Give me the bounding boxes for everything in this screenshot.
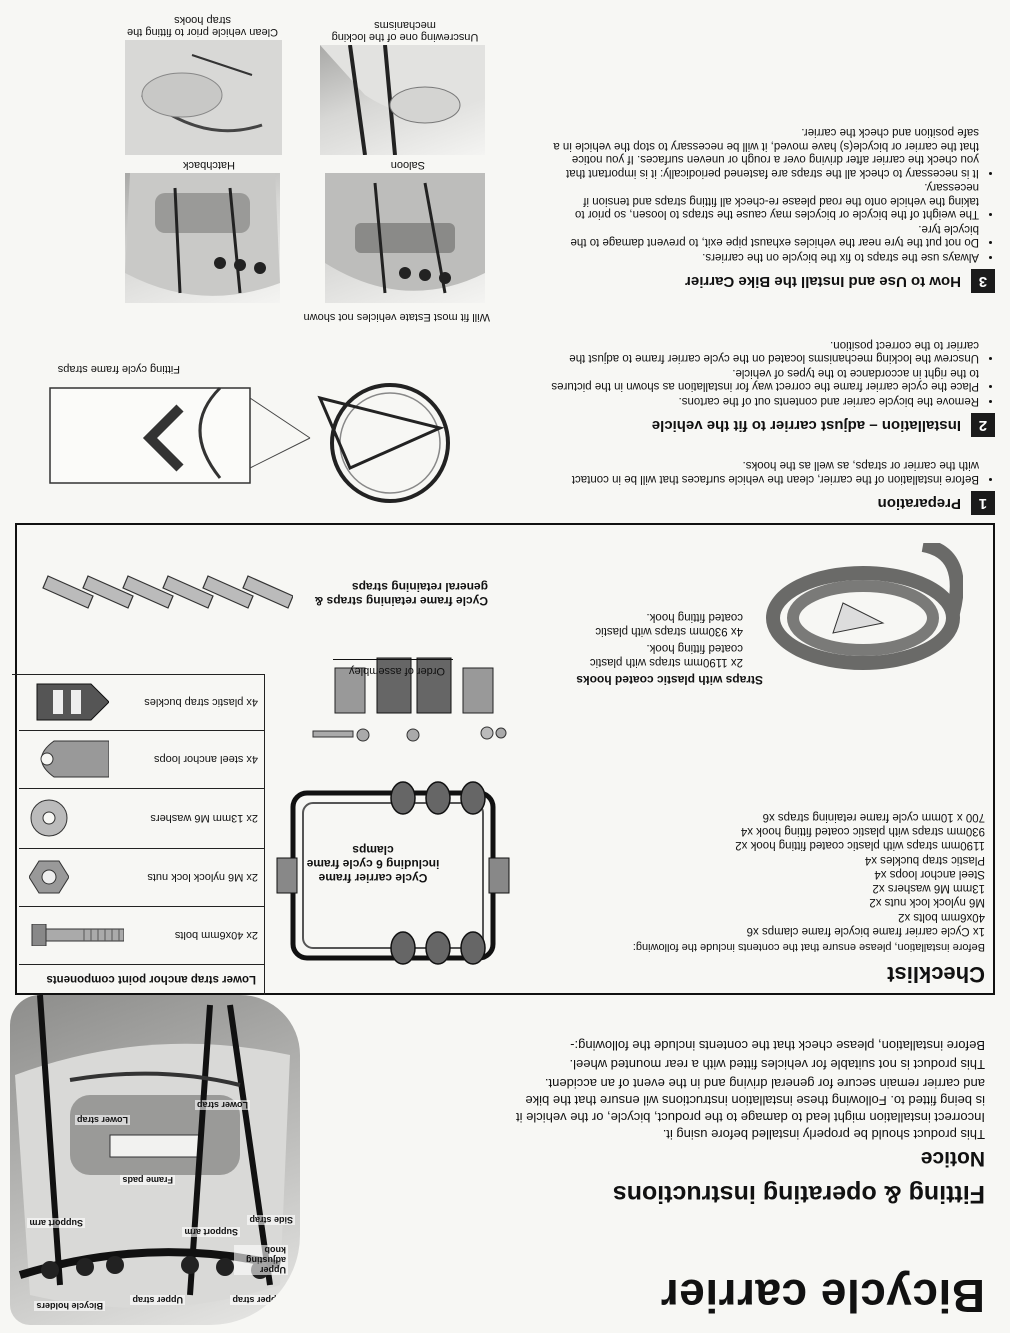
assembly-illustration xyxy=(303,633,513,743)
bullet-item: • The weight of the bicycle or bicycles may cause the straps to loosen, so prior to taking the vehicle onto the road please re-check all fitting straps and tension if necessary. xyxy=(550,180,979,221)
hand-unscrewing-illustration xyxy=(320,45,485,155)
checklist-item: 40x6mm bolts x2 xyxy=(898,910,985,923)
bullet-item: • It is necessary to check all the straps are fastened periodically: it is important that you check the carrier after driving over a rough or uneven surfaces. If you notice that the carrier or bicycle(s) have moved, it will be necessary to stop the vehicle in a safe position and check the carrier. xyxy=(550,125,979,179)
assembly-caption: Order of assembley xyxy=(349,665,445,677)
retaining-caption: Cycle frame retaining straps & general retaining straps xyxy=(314,580,488,608)
straps-text-930: 4x 930mm straps with plastic coated fitting hook. xyxy=(595,611,743,637)
label-bicycle-holders: Bicycle holders xyxy=(36,1301,103,1311)
checklist-item: 930mm straps with plastic coated fitting hook x4 xyxy=(740,824,985,837)
caption-saloon: Saloon xyxy=(390,159,425,171)
retaining-straps-illustration xyxy=(33,538,293,618)
buckle-icon xyxy=(29,681,109,725)
checklist-item: M6 nylock lock nuts x2 xyxy=(869,896,985,909)
section-3-bullets xyxy=(550,124,995,263)
label-lower-strap-right: Lower strap xyxy=(196,1100,248,1110)
notice-paragraph: This product is not suitable for vehicles fitted with a rear mounted wheel. xyxy=(569,1057,985,1072)
bullet-item: • Remove the bicycle carrier and contents out of the cartons. xyxy=(550,394,979,408)
caption-estate-note: Will fit most Estate vehicles not shown xyxy=(303,311,490,323)
anchor-row-label: 2x 40x6mm bolts xyxy=(174,929,258,942)
caption-fitting-frame-straps: Fitting cycle frame straps xyxy=(57,363,180,375)
label-upper-strap-left: Upper strap xyxy=(232,1295,283,1305)
assembly-arrow xyxy=(333,659,453,660)
straps-heading: Straps with plastic coated hooks xyxy=(576,673,763,687)
anchor-components-heading: Lower strap anchor point components xyxy=(46,973,256,985)
hatchback-photo xyxy=(125,173,280,303)
caption-clean-vehicle: Clean vehicle prior to fitting the strap hooks xyxy=(126,14,279,38)
bullet-item: • Before installation of the carrier, clean the vehicle surfaces that will be in contact with the carrier or straps, as well as the hooks. xyxy=(555,458,979,485)
page-subtitle: Fitting & operating instructions xyxy=(612,1180,985,1208)
saloon-car-illustration xyxy=(325,173,485,303)
bullet-item: • Do not put the tyre near the vehicles exhaust pipe exit, to prevent damage to the bicycle tyre. xyxy=(550,222,979,249)
anchor-row-buckles xyxy=(19,675,264,731)
anchor-row-loops xyxy=(19,731,264,789)
unscrewing-photo xyxy=(320,45,485,155)
hand-cleaning-illustration xyxy=(125,40,282,155)
fitting-straps-figure xyxy=(40,358,480,508)
label-upper-strap-right: Upper strap xyxy=(132,1295,183,1305)
anchor-row-bolts xyxy=(19,907,264,965)
frame-caption: Cycle carrier frame including 6 cycle frame clamps xyxy=(306,843,440,885)
bolt-icon xyxy=(29,925,124,947)
section-title: Preparation xyxy=(877,495,961,513)
section-3-heading xyxy=(685,269,995,293)
notice-body xyxy=(505,1037,985,1143)
notice-paragraph: This product should be properly installed before using it. xyxy=(662,1127,985,1142)
checklist-item: Steel anchor loops x4 xyxy=(874,867,985,880)
notice-paragraph: Before installation, please check that the contents include the following:- xyxy=(570,1038,985,1053)
label-frame-pads: Frame pads xyxy=(122,1175,173,1185)
section-2-heading xyxy=(652,413,995,437)
checklist-item: 13mm M6 washers x2 xyxy=(872,882,985,895)
checklist-intro: Before installation, please ensure that the contents include the following: xyxy=(632,941,985,953)
checklist-item: 700 x 10mm cycle frame retaining straps x6 xyxy=(762,810,985,823)
coiled-strap-illustration xyxy=(763,543,963,693)
label-lower-strap-left: Lower strap xyxy=(76,1115,128,1125)
section-number: 2 xyxy=(971,413,995,437)
checklist-heading: Checklist xyxy=(887,962,985,987)
car-carrier-illustration xyxy=(10,995,300,1325)
caption-hatchback: Hatchback xyxy=(183,159,235,171)
anchor-row-label: 2x M6 nylock lock nuts xyxy=(147,871,258,884)
checklist-item: 1190mm straps with plastic coated fitting hook x2 xyxy=(735,839,985,852)
clean-vehicle-photo xyxy=(125,40,282,155)
notice-paragraph: Incorrect installation might lead to damage to the product, bicycle, or the vehicle it is being fitted to. Following these installation instructions wil ensure that the bike and carrier remain secure for general driving and in the event of an accident. xyxy=(516,1076,985,1125)
checklist-item: 1x Cycle carrier frame bicycle frame clamps x6 xyxy=(746,925,985,937)
section-title: How to Use and Install the Bike Carrier xyxy=(685,273,961,291)
contents-box xyxy=(15,523,995,995)
anchor-row-label: 2x 13mm M6 washers xyxy=(150,812,258,825)
label-side-strap: Side strap xyxy=(249,1215,293,1225)
anchor-components-table xyxy=(12,674,265,995)
section-number: 3 xyxy=(971,269,995,293)
hatchback-car-illustration xyxy=(125,173,280,303)
section-title: Installation – adjust carrier to fit the vehicle xyxy=(651,417,961,435)
label-upper-adjusting-knob: Upper adjusting knob xyxy=(234,1245,288,1275)
bullet-item: • Unscrew the locking mechanisms located on the cycle carrier frame to adjust the carrier to the correct position. xyxy=(550,338,979,365)
label-support-arm-left: Support arm xyxy=(29,1218,83,1228)
page-title: Bicycle carrier xyxy=(660,1270,985,1322)
section-number: 1 xyxy=(971,491,995,515)
caption-unscrewing: Unscrewing one of the locking mechanisms xyxy=(331,19,479,43)
notice-heading: Notice xyxy=(920,1147,985,1170)
anchor-row-label: 4x steel anchor loops xyxy=(154,753,258,766)
anchor-row-nuts xyxy=(19,849,264,907)
hero-car-photo xyxy=(10,995,300,1325)
nut-icon xyxy=(29,860,69,896)
checklist-items xyxy=(735,809,985,938)
straps-text-1190: 2x 1190mm straps with plastic coated fitting hook. xyxy=(589,642,743,668)
section-1-bullets xyxy=(555,457,995,485)
saloon-photo xyxy=(325,173,485,303)
bicycle-on-carrier-illustration xyxy=(40,358,480,508)
bullet-item: • Place the cycle carrier frame the correct way for installation as shown in the pictures to the right in accordance to the types of vehicle. xyxy=(550,366,979,393)
checklist-item: Plastic strap buckles x4 xyxy=(864,853,985,866)
label-support-arm-center: Support arm xyxy=(184,1227,238,1237)
bullet-item: • Always use the straps to fix the bicycle on the carriers. xyxy=(550,250,979,264)
section-1-heading xyxy=(878,491,995,515)
anchor-row-washers xyxy=(19,789,264,849)
washer-icon xyxy=(29,799,69,839)
anchor-row-label: 4x plastic strap buckles xyxy=(144,696,258,709)
section-2-bullets xyxy=(550,337,995,408)
anchor-loop-icon xyxy=(29,738,109,782)
